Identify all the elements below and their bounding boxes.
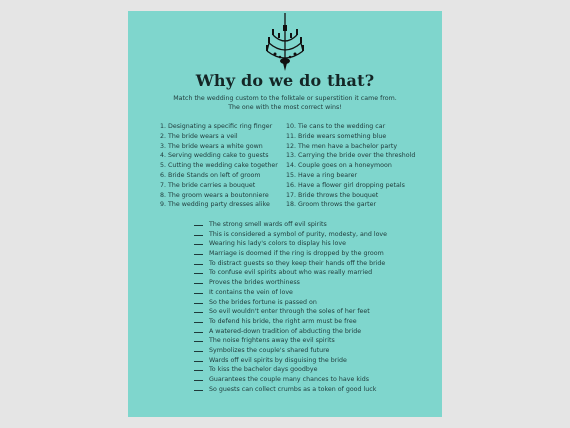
answer-row: [194, 364, 387, 374]
answer-row: [194, 297, 387, 307]
answer-blank[interactable]: [194, 364, 203, 371]
answer-blank[interactable]: [194, 258, 203, 265]
answer-blank[interactable]: [194, 297, 203, 304]
answer-row: [194, 238, 387, 248]
answer-text: So evil wouldn't enter through the soles of her feet: [209, 308, 370, 316]
custom-item: 9. The wedding party dresses alike: [160, 201, 270, 209]
instructions-line-1: Match the wedding custom to the folktale or superstition it came from.: [173, 95, 397, 102]
custom-item: 2. The bride wears a veil: [160, 132, 238, 140]
answer-row: [194, 345, 387, 355]
answer-row: [194, 374, 387, 384]
page-title: Why do we do that?: [195, 71, 375, 90]
answer-row: [194, 277, 387, 287]
answer-row: [194, 219, 387, 229]
answer-row: [194, 355, 387, 365]
custom-item: 12. The men have a bachelor party: [286, 142, 398, 150]
answer-blank[interactable]: [194, 316, 203, 323]
custom-item: 16. Have a flower girl dropping petals: [286, 181, 405, 189]
answer-text: Guarantees the couple many chances to have kids: [209, 376, 370, 383]
answer-text: So guests can collect crumbs as a token of good luck: [209, 385, 377, 393]
answer-blank[interactable]: [194, 238, 203, 245]
answer-blank[interactable]: [194, 277, 203, 284]
custom-item: 4. Serving wedding cake to guests: [160, 152, 269, 160]
custom-item: 11. Bride wears something blue: [286, 132, 387, 140]
chandelier-icon: [263, 13, 307, 71]
custom-item: 17. Bride throws the bouquet: [286, 191, 379, 199]
answer-row: [194, 267, 387, 277]
answer-text: The strong smell wards off evil spirits: [209, 221, 327, 228]
answer-text: To confuse evil spirits about who was really married: [209, 269, 373, 277]
answer-text: Marriage is doomed if the ring is dropped by the groom: [209, 250, 384, 258]
answer-row: [194, 335, 387, 345]
answer-blank[interactable]: [194, 345, 203, 352]
answer-row: [194, 287, 387, 297]
answer-blank[interactable]: [194, 219, 203, 226]
answer-text: To distract guests so they keep their hands off the bride: [209, 259, 386, 267]
instructions: [148, 95, 422, 112]
custom-item: 8. The groom wears a boutonniere: [160, 191, 269, 199]
custom-item: 13. Carrying the bride over the threshold: [286, 152, 416, 160]
answer-blank[interactable]: [194, 287, 203, 294]
answer-text: The noise frightens away the evil spirits: [209, 337, 335, 345]
answer-blank[interactable]: [194, 335, 203, 342]
custom-item: 7. The bride carries a bouquet: [160, 181, 256, 189]
answer-text: It contains the vein of love: [209, 288, 293, 296]
answer-text: This is considered a symbol of purity, modesty, and love: [209, 230, 388, 238]
answer-row: [194, 306, 387, 316]
answer-blank[interactable]: [194, 267, 203, 274]
answer-row: [194, 326, 387, 336]
custom-item: 10. Tie cans to the wedding car: [286, 123, 386, 130]
answer-blank[interactable]: [194, 374, 203, 381]
custom-item: 14. Couple goes on a honeymoon: [286, 162, 392, 170]
answer-text: So the brides fortune is passed on: [209, 298, 317, 306]
instructions-line-2: The one with the most correct wins!: [228, 103, 342, 111]
answer-text: A watered-down tradition of abducting the bride: [209, 327, 362, 335]
answer-row: [194, 248, 387, 258]
answer-row: [194, 229, 387, 239]
answer-text: Wards off evil spirits by disguising the bride: [209, 356, 347, 364]
game-card: [128, 11, 442, 417]
answer-text: Proves the brides worthiness: [209, 279, 300, 287]
answer-row: [194, 316, 387, 326]
answer-row: [194, 384, 387, 394]
custom-item: 5. Cutting the wedding cake together: [160, 162, 278, 170]
custom-item: 6. Bride Stands on left of groom: [160, 171, 261, 179]
answer-blank[interactable]: [194, 248, 203, 255]
answer-text: Wearing his lady's colors to display his love: [209, 240, 346, 248]
answer-blank[interactable]: [194, 384, 203, 391]
answer-text: To defend his bride, the right arm must be free: [209, 317, 357, 325]
answer-text: To kiss the bachelor days goodbye: [209, 366, 318, 374]
answer-text: Symbolizes the couple's shared future: [209, 346, 330, 354]
customs-list-right: [286, 122, 415, 210]
custom-item: 15. Have a ring bearer: [286, 171, 358, 179]
answer-blank[interactable]: [194, 355, 203, 362]
answer-row: [194, 258, 387, 268]
answer-blank[interactable]: [194, 326, 203, 333]
customs-list-left: [160, 122, 278, 210]
answers-list: [194, 219, 387, 393]
custom-item: 3. The bride wears a white gown: [160, 142, 263, 150]
answer-blank[interactable]: [194, 229, 203, 236]
answer-blank[interactable]: [194, 306, 203, 313]
custom-item: 1. Designating a specific ring finger: [160, 123, 273, 130]
custom-item: 18. Groom throws the garter: [286, 201, 377, 209]
